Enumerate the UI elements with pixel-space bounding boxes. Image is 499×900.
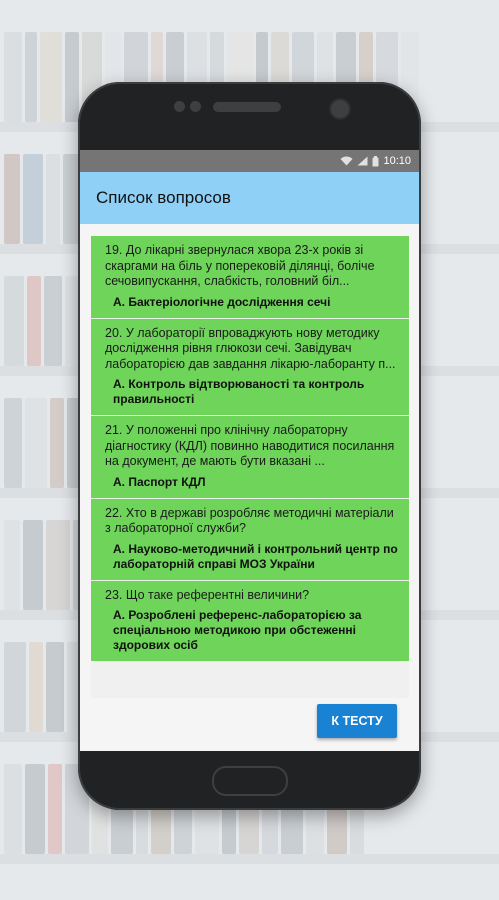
question-text: 23. Що таке референтні величини? — [105, 587, 310, 602]
answer-text: А. Паспорт КДЛ — [113, 474, 206, 489]
question-text: 19. До лікарні звернулася хвора 23-х років зі скаргами на біль у поперековій ділянці, боліче сечовипускання, слабкість, головний біл... — [105, 243, 375, 288]
proximity-sensor — [174, 101, 185, 112]
status-bar — [80, 150, 419, 172]
answer-text: А. Розроблені референс-лабораторією за спеціальною методикою при обстеженні здорових осіб — [113, 608, 362, 652]
battery-icon — [372, 156, 379, 167]
list-item[interactable] — [91, 236, 409, 319]
question-text: 20. У лабораторії впроваджують нову методику дослідження рівня глюкози сечі. Завідувач лабораторією дав завдання лікарю-лаборанту п... — [105, 325, 396, 371]
wifi-icon — [340, 156, 353, 166]
earpiece-speaker — [213, 102, 281, 112]
phone-frame — [78, 82, 421, 810]
clock: 10:10 — [383, 155, 411, 167]
answer-text: А. Науково-методичний і контрольний центр по лабораторній справі МОЗ України — [113, 541, 398, 571]
list-item[interactable] — [91, 581, 409, 663]
question-text: 21. У положенні про клінічну лабораторну діагностику (КДЛ) повинно наводитися посилання на документ, де мають бути вказані ... — [105, 423, 395, 468]
light-sensor — [190, 101, 201, 112]
front-camera — [331, 100, 349, 118]
page-title: Список вопросов — [96, 188, 231, 207]
to-test-button[interactable]: К ТЕСТУ — [317, 704, 397, 738]
list-item[interactable] — [91, 416, 409, 499]
question-text: 22. Хто в державі розробляє методичні матеріали з лабораторної служби? — [105, 505, 394, 535]
signal-icon — [357, 156, 368, 166]
question-list[interactable] — [91, 236, 409, 698]
home-button[interactable] — [212, 766, 288, 796]
list-item[interactable] — [91, 499, 409, 581]
answer-text: А. Бактеріологічне дослідження сечі — [113, 294, 331, 309]
list-item[interactable] — [91, 319, 409, 417]
phone-screen — [80, 150, 419, 751]
app-bar — [80, 172, 419, 224]
answer-text: А. Контроль відтворюваності та контроль правильності — [113, 377, 365, 406]
